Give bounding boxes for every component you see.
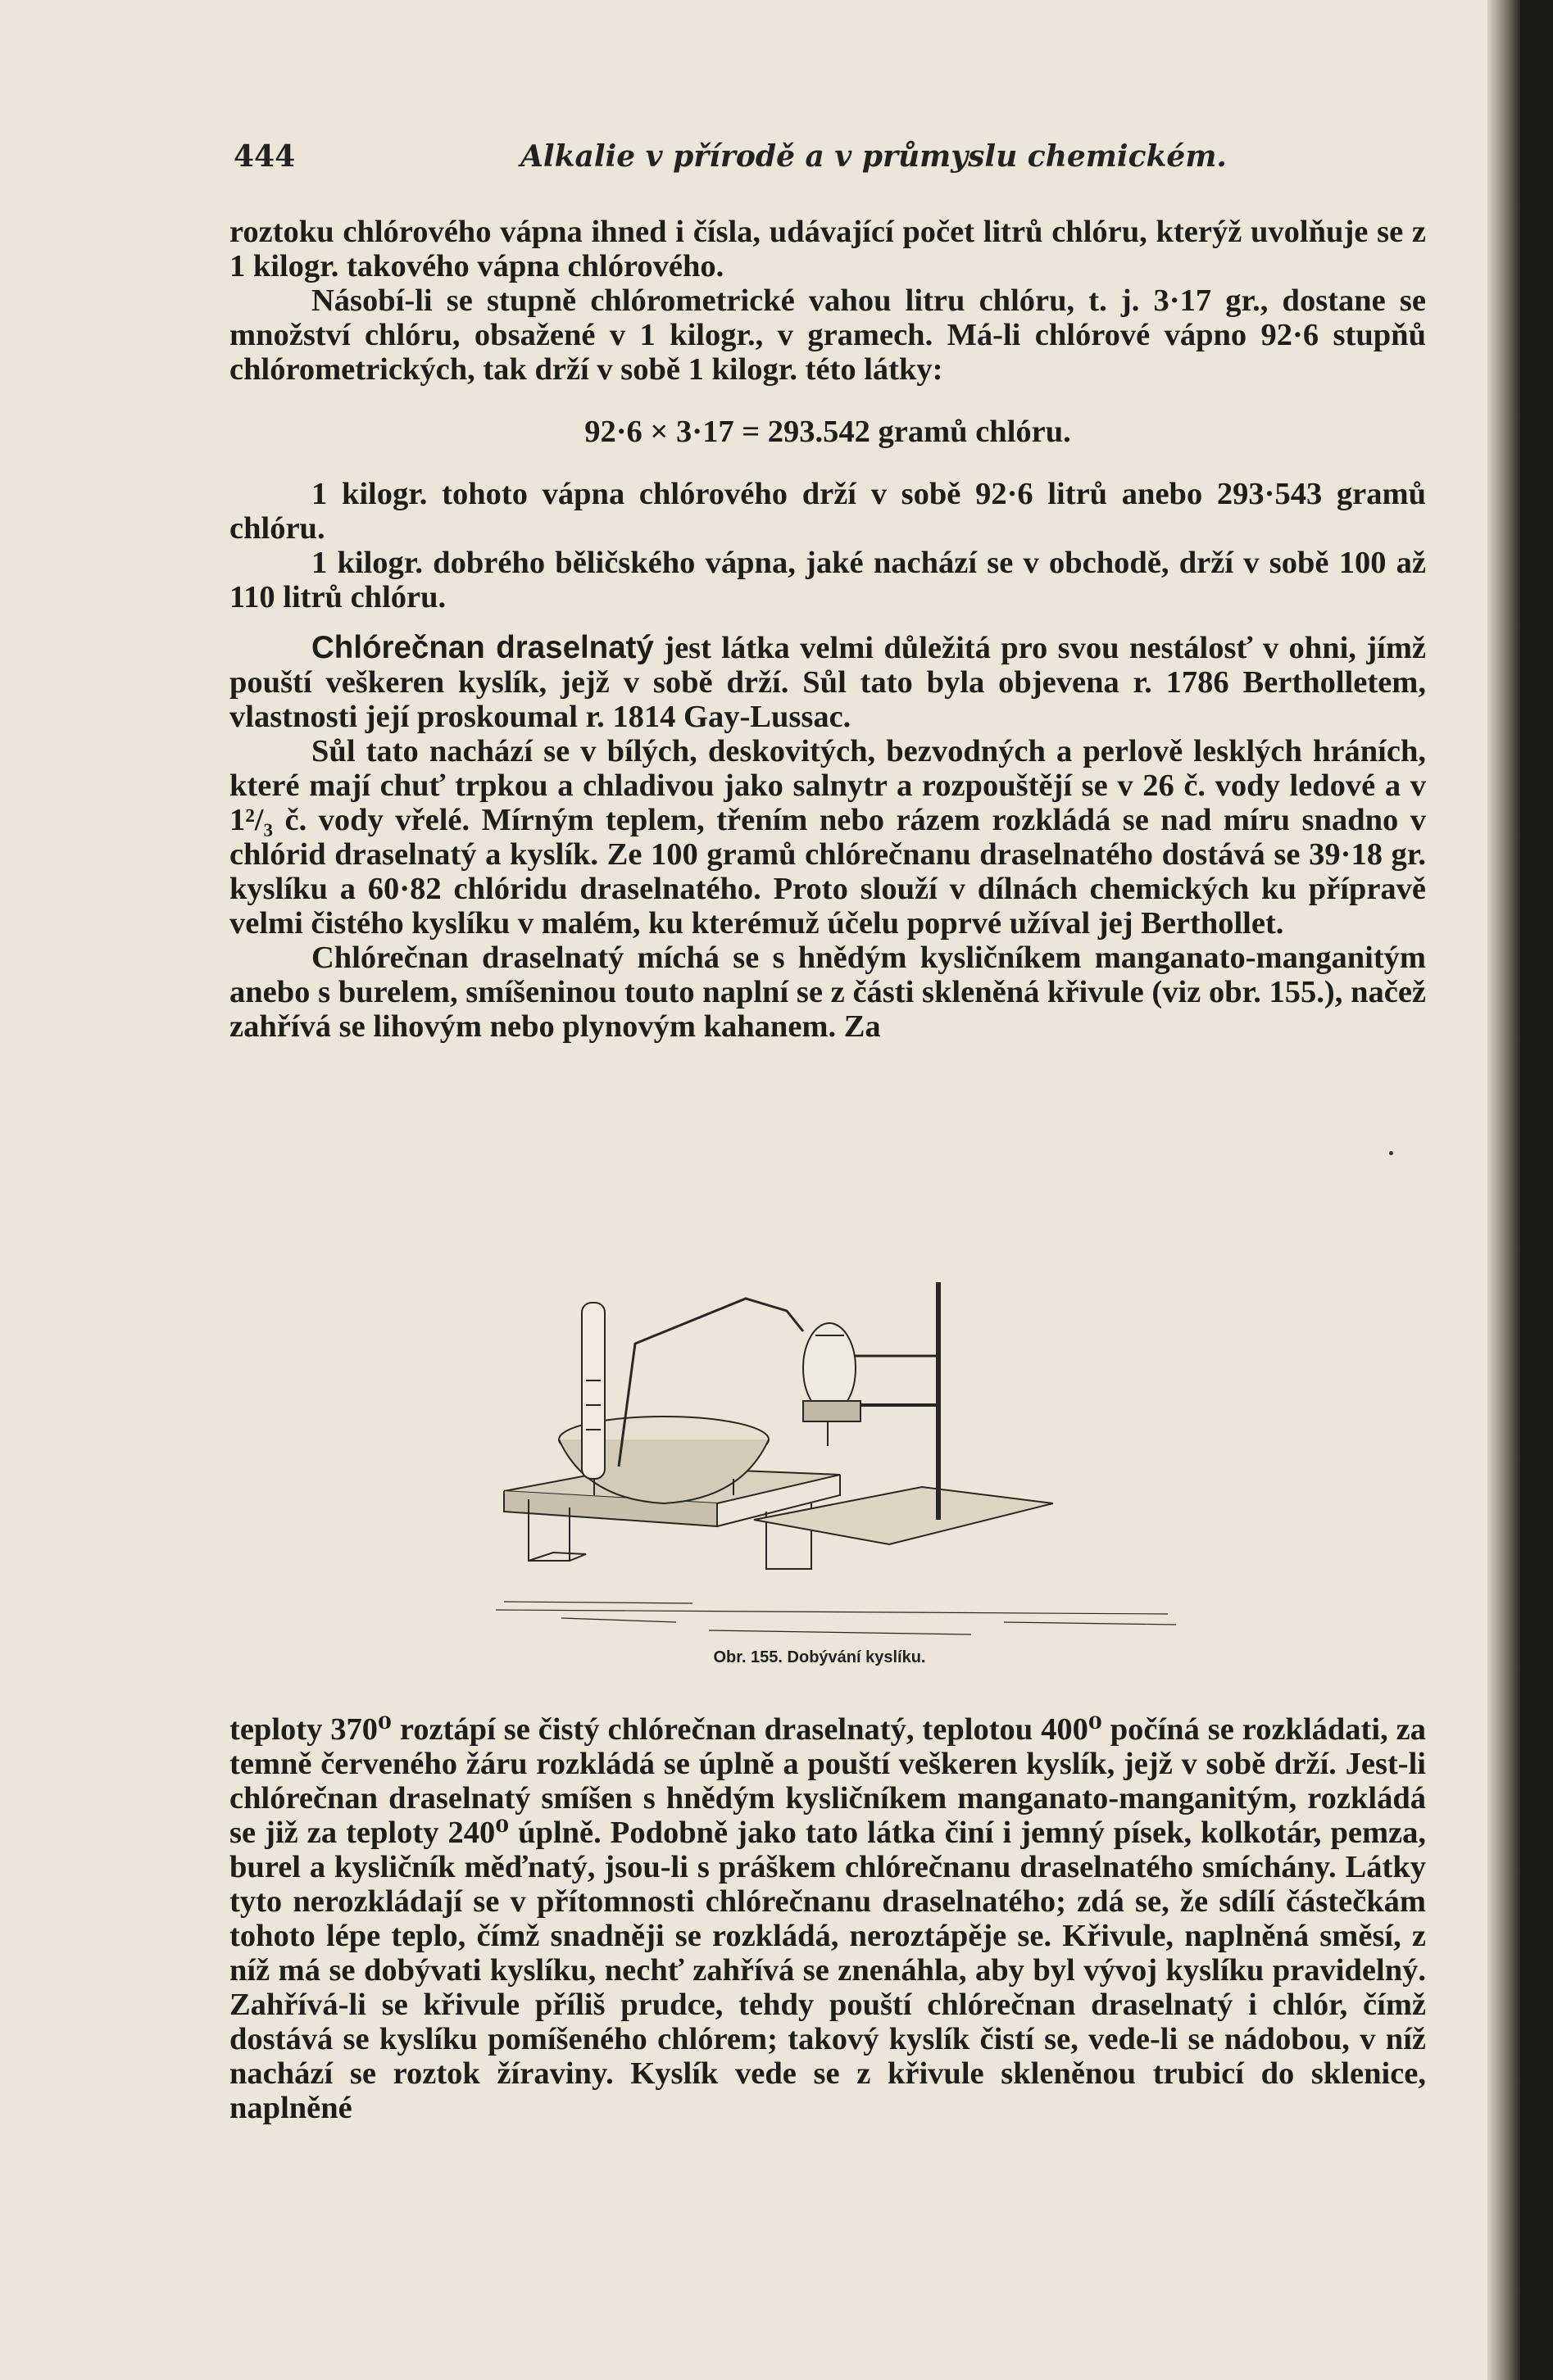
burner bbox=[803, 1401, 861, 1446]
running-title: Alkalie v přírodě a v průmyslu chemickém. bbox=[520, 139, 1227, 174]
page-header bbox=[234, 139, 1422, 188]
equation: 92·6 × 3·17 = 293.542 gramů chlóru. bbox=[584, 415, 1071, 449]
paragraph: Chlórečnan draselnatý míchá se s hnědým kysličníkem manganato-manganitým anebo s burelem, smíšeninou touto naplní se z části skleněná křivule (viz obr. 155.), načež zahřívá se lihovým nebo plynovým kahanem. Za bbox=[229, 941, 1426, 1044]
page-number: 444 bbox=[234, 139, 296, 174]
term-chlorecnan: Chlórečnan draselnatý bbox=[311, 630, 654, 665]
paragraph: 1 kilogr. dobrého běličského vápna, jaké nachází se v obchodě, drží v sobě 100 až 110 litrů chlóru. bbox=[229, 546, 1426, 614]
glass-retort bbox=[803, 1323, 856, 1413]
paragraph-rest: jest látka velmi důležitá pro svou nestálosť v ohni, jímž pouští veškeren kyslík, jejž v sobě drží. Sůl tato byla objevena r. 1786 Bertholletem, vlastnosti její proskoumal r. 1814 Gay-Lussac. bbox=[229, 631, 1426, 734]
gas-cylinder bbox=[582, 1303, 605, 1479]
oxygen-apparatus-illustration bbox=[479, 1176, 1184, 1643]
paragraph: roztoku chlórového vápna ihned i čísla, udávající počet litrů chlóru, kterýž uvolňuje se z 1 kilogr. takového vápna chlórového. bbox=[229, 215, 1426, 283]
paragraph: Sůl tato nachází se v bílých, deskovitých, bezvodných a perlově lesklých hráních, které mají chuť trpkou a chladivou jako salnytr a rozpouštějí se v 26 č. vody ledové a v 1²/₃ č. vody vřelé. Mírným teplem, třením nebo rázem rozkládá se nad míru snadno v chlórid draselnatý a kyslík. Ze 100 gramů chlórečnanu draselnatého dostává se 39·18 gr. kyslíku a 60·82 chlóridu draselnatého. Proto slouží v dílnách chemických ku přípravě velmi čistého kyslíku v malém, ku kterémuž účelu poprvé užíval jej Berthollet. bbox=[229, 734, 1426, 941]
text-block-top bbox=[229, 215, 1426, 1044]
binding-edge bbox=[1487, 0, 1520, 2380]
text-block-bottom bbox=[229, 1712, 1426, 2125]
speck bbox=[1389, 1151, 1393, 1155]
ground-hatching bbox=[496, 1602, 1176, 1634]
paragraph: 1 kilogr. tohoto vápna chlórového drží v sobě 92·6 litrů anebo 293·543 gramů chlóru. bbox=[229, 477, 1426, 546]
paragraph: teploty 370⁰ roztápí se čistý chlórečnan draselnatý, teplotou 400⁰ počíná se rozkládati, za temně červeného žáru rozkládá se úplně a pouští veškeren kyslík, jejž v sobě drží. Jest-li chlórečnan draselnatý smíšen s hnědým kysličníkem manganato-manganitým, rozkládá se již za teploty 240⁰ úplně. Podobně jako tato látka činí i jemný písek, kolkotár, pemza, burel a kysličník měďnatý, jsou-li s práškem chlórečnanu draselnatého smíchány. Látky tyto nerozkládají se v přítomnosti chlórečnanu draselnatého; zdá se, že sdílí částečkám tohoto lépe teplo, čímž snadněji se rozkládá, neroztápěje se. Křivule, naplněná směsí, z níž má se dobývati kyslíku, nechť zahřívá se znenáhla, aby byl vývoj kyslíku pravidelný. Zahřívá-li se křivule příliš prudce, tehdy pouští chlórečnan draselnatý i chlór, čímž dostává se kyslíku pomíšeného chlórem; takový kyslík čistí se, vede-li se nádobou, v níž nachází se roztok žíraviny. Kyslík vede se z křivule skleněnou trubicí do sklenice, naplněné bbox=[229, 1712, 1426, 2125]
paragraph: Násobí-li se stupně chlórometrické vahou litru chlóru, t. j. 3·17 gr., dostane se množství chlóru, obsažené v 1 kilogr., v gramech. Má-li chlórové vápno 92·6 stupňů chlórometrických, tak drží v sobě 1 kilogr. této látky: bbox=[229, 283, 1426, 387]
paragraph bbox=[229, 631, 1426, 734]
figure-caption: Obr. 155. Dobývání kyslíku. bbox=[713, 1648, 926, 1666]
